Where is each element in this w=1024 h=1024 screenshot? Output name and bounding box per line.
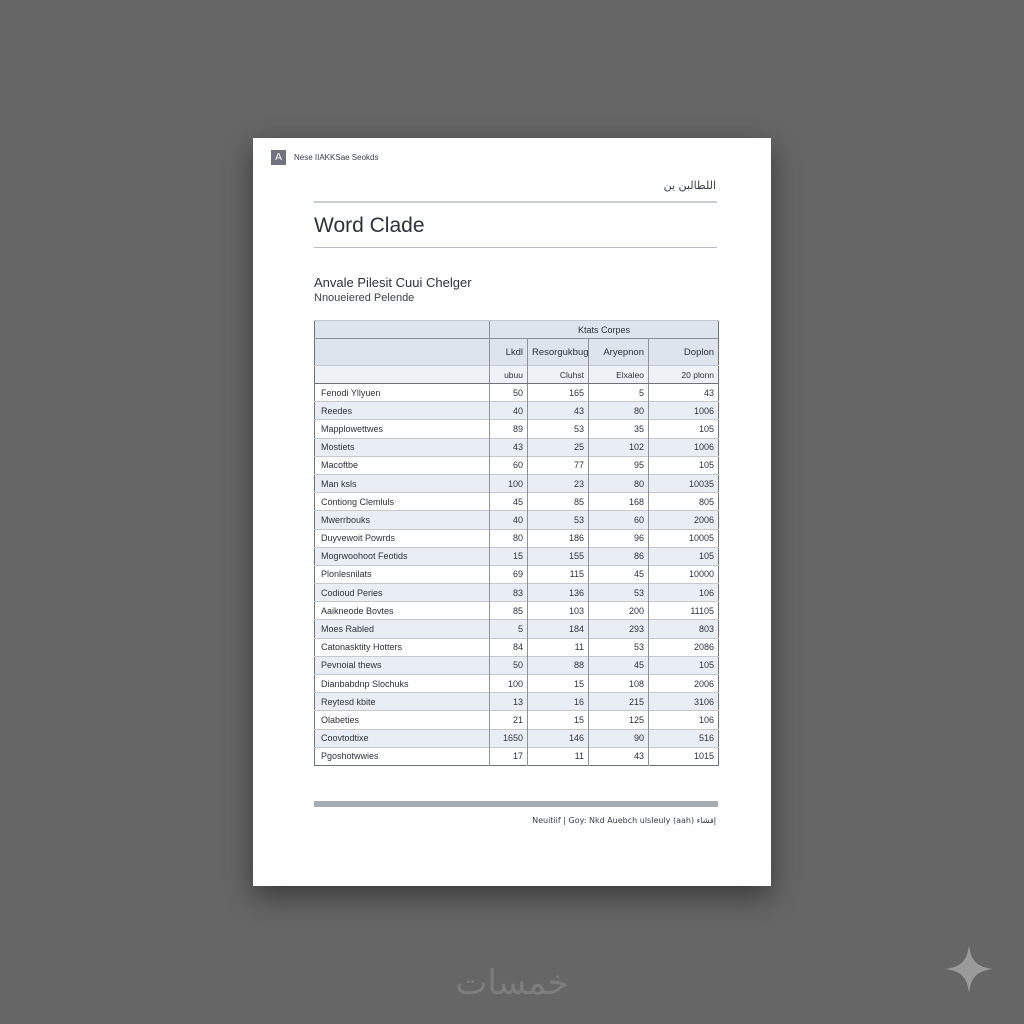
table-cell: 3106 bbox=[649, 693, 719, 711]
table-cell: 96 bbox=[589, 529, 649, 547]
table-cell: 155 bbox=[528, 547, 589, 565]
row-label: Codioud Peries bbox=[315, 584, 490, 602]
table-cell: 105 bbox=[649, 420, 719, 438]
column-header-1: Lkdl bbox=[490, 339, 528, 366]
table-cell: 105 bbox=[649, 547, 719, 565]
table-cell: 45 bbox=[589, 565, 649, 583]
table-cell: 15 bbox=[528, 711, 589, 729]
table-cell: 168 bbox=[589, 493, 649, 511]
table-cell: 43 bbox=[649, 384, 719, 402]
table-cell: 69 bbox=[490, 565, 528, 583]
watermark-logo: خمسات bbox=[455, 963, 569, 1003]
row-label: Duyvewoit Powrds bbox=[315, 529, 490, 547]
table-cell: 184 bbox=[528, 620, 589, 638]
table-cell: 102 bbox=[589, 438, 649, 456]
table-cell: 103 bbox=[528, 602, 589, 620]
title-divider bbox=[314, 247, 717, 248]
column-header-4: Doplon bbox=[649, 339, 719, 366]
table-cell: 35 bbox=[589, 420, 649, 438]
table-cell: 10035 bbox=[649, 474, 719, 492]
table-cell: 23 bbox=[528, 474, 589, 492]
row-label: Contiong Clemluls bbox=[315, 493, 490, 511]
table-cell: 84 bbox=[490, 638, 528, 656]
column-subheader-1: ubuu bbox=[490, 366, 528, 384]
table-cell: 53 bbox=[528, 511, 589, 529]
footer-divider bbox=[314, 801, 718, 807]
table-row bbox=[315, 438, 719, 456]
table-row bbox=[315, 565, 719, 583]
table-cell: 15 bbox=[528, 675, 589, 693]
table-cell: 186 bbox=[528, 529, 589, 547]
column-header-0 bbox=[315, 339, 490, 366]
table-cell: 215 bbox=[589, 693, 649, 711]
table-cell: 16 bbox=[528, 693, 589, 711]
row-label: Reytesd kbite bbox=[315, 693, 490, 711]
document-page bbox=[253, 138, 771, 886]
table-cell: 11 bbox=[528, 638, 589, 656]
table-cell: 803 bbox=[649, 620, 719, 638]
column-header-2: Resorgukbug bbox=[528, 339, 589, 366]
table-cell: 5 bbox=[589, 384, 649, 402]
section-subheading: Nnoueiered Pelende bbox=[314, 292, 415, 304]
table-cell: 43 bbox=[528, 402, 589, 420]
table-row bbox=[315, 493, 719, 511]
table-cell: 146 bbox=[528, 729, 589, 747]
table-cell: 10005 bbox=[649, 529, 719, 547]
row-label: Moes Rabled bbox=[315, 620, 490, 638]
table-cell: 136 bbox=[528, 584, 589, 602]
table-cell: 90 bbox=[589, 729, 649, 747]
table-cell: 45 bbox=[589, 656, 649, 674]
table-cell: 53 bbox=[589, 638, 649, 656]
table-cell: 88 bbox=[528, 656, 589, 674]
table-cell: 105 bbox=[649, 656, 719, 674]
table-cell: 60 bbox=[490, 456, 528, 474]
column-subheader-0 bbox=[315, 366, 490, 384]
table-row bbox=[315, 456, 719, 474]
table-row bbox=[315, 693, 719, 711]
table-cell: 5 bbox=[490, 620, 528, 638]
table-cell: 805 bbox=[649, 493, 719, 511]
table-cell: 85 bbox=[528, 493, 589, 511]
table-cell: 100 bbox=[490, 675, 528, 693]
table-cell: 125 bbox=[589, 711, 649, 729]
rtl-header-title: اللطالبن ين bbox=[663, 179, 716, 192]
table-cell: 83 bbox=[490, 584, 528, 602]
table-cell: 17 bbox=[490, 747, 528, 765]
document-title: Word Clade bbox=[314, 214, 425, 237]
row-label: Pevnoial thews bbox=[315, 656, 490, 674]
table-group-label: Ktats Corpes bbox=[490, 321, 719, 339]
table-cell: 106 bbox=[649, 584, 719, 602]
table-cell: 11 bbox=[528, 747, 589, 765]
row-label: Catonasktity Hotters bbox=[315, 638, 490, 656]
table-cell: 53 bbox=[528, 420, 589, 438]
table-cell: 40 bbox=[490, 511, 528, 529]
table-cell: 516 bbox=[649, 729, 719, 747]
table-cell: 60 bbox=[589, 511, 649, 529]
table-row bbox=[315, 420, 719, 438]
table-cell: 86 bbox=[589, 547, 649, 565]
footer-text: Neuitiif | Goy: Nkd Auebch ulsleuly (aah) إفشاء bbox=[532, 816, 716, 825]
row-label: Coovtodtixe bbox=[315, 729, 490, 747]
row-label: Pgoshotwwies bbox=[315, 747, 490, 765]
table-cell: 89 bbox=[490, 420, 528, 438]
column-subheader-2: Cluhst bbox=[528, 366, 589, 384]
row-label: Fenodi Yllyuen bbox=[315, 384, 490, 402]
row-label: Plonlesnilats bbox=[315, 565, 490, 583]
table-row bbox=[315, 584, 719, 602]
column-header-3: Aryepnon bbox=[589, 339, 649, 366]
table-row bbox=[315, 638, 719, 656]
table-cell: 1006 bbox=[649, 438, 719, 456]
header-label: Nese IIAKKSae Seokds bbox=[294, 153, 379, 162]
table-cell: 293 bbox=[589, 620, 649, 638]
column-subheader-3: Elxaleo bbox=[589, 366, 649, 384]
table-cell: 100 bbox=[490, 474, 528, 492]
table-cell: 106 bbox=[649, 711, 719, 729]
row-label: Dianbabdnp Slochuks bbox=[315, 675, 490, 693]
table-cell: 25 bbox=[528, 438, 589, 456]
table-cell: 1006 bbox=[649, 402, 719, 420]
row-label: Mogrwoohoot Feotids bbox=[315, 547, 490, 565]
data-table bbox=[314, 320, 719, 766]
table-cell: 1650 bbox=[490, 729, 528, 747]
table-row bbox=[315, 547, 719, 565]
table-subheader-row bbox=[315, 366, 719, 384]
table-cell: 80 bbox=[589, 402, 649, 420]
table-cell: 105 bbox=[649, 456, 719, 474]
row-label: Macoftbe bbox=[315, 456, 490, 474]
table-row bbox=[315, 675, 719, 693]
table-cell: 40 bbox=[490, 402, 528, 420]
row-label: Reedes bbox=[315, 402, 490, 420]
table-cell: 45 bbox=[490, 493, 528, 511]
table-cell: 15 bbox=[490, 547, 528, 565]
document-header bbox=[271, 150, 379, 165]
row-label: Mostiets bbox=[315, 438, 490, 456]
header-divider bbox=[314, 201, 717, 203]
table-row bbox=[315, 729, 719, 747]
table-row bbox=[315, 602, 719, 620]
table-cell: 1015 bbox=[649, 747, 719, 765]
table-cell: 50 bbox=[490, 656, 528, 674]
table-cell: 50 bbox=[490, 384, 528, 402]
table-cell: 2006 bbox=[649, 511, 719, 529]
table-header-row bbox=[315, 339, 719, 366]
table-cell: 80 bbox=[589, 474, 649, 492]
table-row bbox=[315, 711, 719, 729]
table-group-spacer bbox=[315, 321, 490, 339]
table-cell: 21 bbox=[490, 711, 528, 729]
table-row bbox=[315, 656, 719, 674]
table-row bbox=[315, 511, 719, 529]
row-label: Man ksls bbox=[315, 474, 490, 492]
document-logo: A bbox=[271, 150, 286, 165]
table-cell: 165 bbox=[528, 384, 589, 402]
table-row bbox=[315, 402, 719, 420]
table-cell: 2006 bbox=[649, 675, 719, 693]
column-subheader-4: 20 plonn bbox=[649, 366, 719, 384]
table-row bbox=[315, 474, 719, 492]
table-cell: 95 bbox=[589, 456, 649, 474]
sparkle-icon bbox=[943, 943, 995, 995]
table-row bbox=[315, 747, 719, 765]
table-cell: 43 bbox=[490, 438, 528, 456]
table-cell: 2086 bbox=[649, 638, 719, 656]
table-row bbox=[315, 620, 719, 638]
table-cell: 115 bbox=[528, 565, 589, 583]
table-cell: 11105 bbox=[649, 602, 719, 620]
table-row bbox=[315, 384, 719, 402]
row-label: Mwerrbouks bbox=[315, 511, 490, 529]
row-label: Olabeties bbox=[315, 711, 490, 729]
section-heading: Anvale Pilesit Cuui Chelger bbox=[314, 275, 472, 290]
table-cell: 13 bbox=[490, 693, 528, 711]
table-row bbox=[315, 529, 719, 547]
table-cell: 200 bbox=[589, 602, 649, 620]
row-label: Mapplowettwes bbox=[315, 420, 490, 438]
table-cell: 85 bbox=[490, 602, 528, 620]
table-cell: 53 bbox=[589, 584, 649, 602]
table-cell: 77 bbox=[528, 456, 589, 474]
table-cell: 43 bbox=[589, 747, 649, 765]
table-cell: 80 bbox=[490, 529, 528, 547]
table-cell: 10000 bbox=[649, 565, 719, 583]
table-group-header-row bbox=[315, 321, 719, 339]
row-label: Aaikneode Bovtes bbox=[315, 602, 490, 620]
table-cell: 108 bbox=[589, 675, 649, 693]
table-body bbox=[315, 384, 719, 766]
